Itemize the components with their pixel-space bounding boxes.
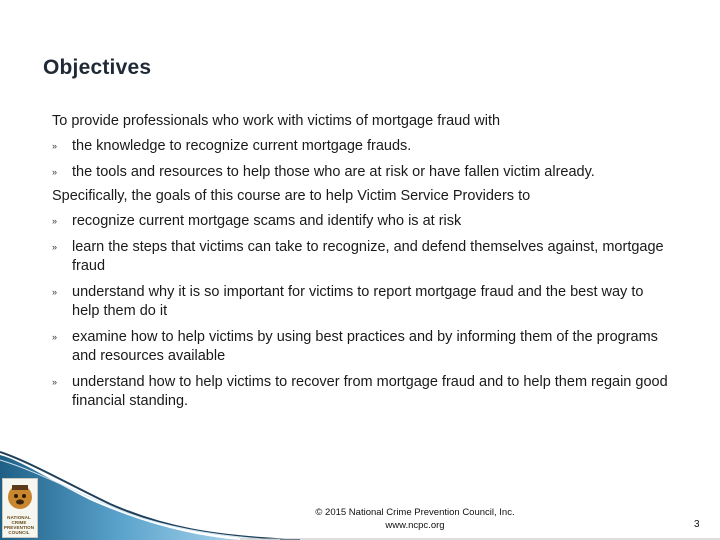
- bullet-arrow-icon: »: [52, 332, 58, 342]
- goal-bullet-list: [52, 212, 672, 411]
- list-item: [52, 328, 672, 366]
- page-number: 3: [694, 519, 700, 530]
- bullet-arrow-icon: »: [52, 242, 58, 252]
- intro-bullet-list: [52, 137, 672, 182]
- goals-intro-text: Specifically, the goals of this course are to help Victim Service Providers to: [52, 188, 531, 204]
- intro-text: To provide professionals who work with victims of mortgage fraud with: [52, 113, 501, 129]
- bullet-arrow-icon: »: [52, 167, 58, 177]
- bullet-text: recognize current mortgage scams and identify who is at risk: [72, 213, 462, 229]
- bullet-text: understand why it is so important for victims to report mortgage fraud and the best way to help them do it: [72, 284, 644, 319]
- copyright-text: © 2015 National Crime Prevention Council, Inc.: [315, 507, 515, 518]
- list-item: [52, 373, 672, 411]
- bullet-text: the tools and resources to help those who are at risk or have fallen victim already.: [72, 164, 595, 180]
- list-item: [52, 137, 672, 156]
- list-item: [52, 283, 672, 321]
- list-item: [52, 238, 672, 276]
- bullet-arrow-icon: »: [52, 216, 58, 226]
- bullet-arrow-icon: »: [52, 141, 58, 151]
- website-link[interactable]: www.ncpc.org: [385, 520, 445, 531]
- mcgruff-dog-icon: [3, 479, 37, 515]
- bullet-text: understand how to help victims to recover from mortgage fraud and to help them regain good financial standing.: [72, 374, 668, 409]
- footer-credit: [300, 506, 530, 532]
- bullet-text: learn the steps that victims can take to recognize, and defend themselves against, mortgage fraud: [72, 239, 664, 274]
- logo-text: NATIONAL CRIME PREVENTION COUNCIL: [3, 515, 35, 535]
- list-item: [52, 212, 672, 231]
- slide-body: [52, 112, 672, 411]
- bullet-arrow-icon: »: [52, 287, 58, 297]
- slide-title: Objectives: [43, 56, 152, 79]
- bullet-arrow-icon: »: [52, 377, 58, 387]
- bullet-text: examine how to help victims by using best practices and by informing them of the programs and resources available: [72, 329, 658, 364]
- bullet-text: the knowledge to recognize current mortgage frauds.: [72, 138, 412, 154]
- list-item: [52, 163, 672, 182]
